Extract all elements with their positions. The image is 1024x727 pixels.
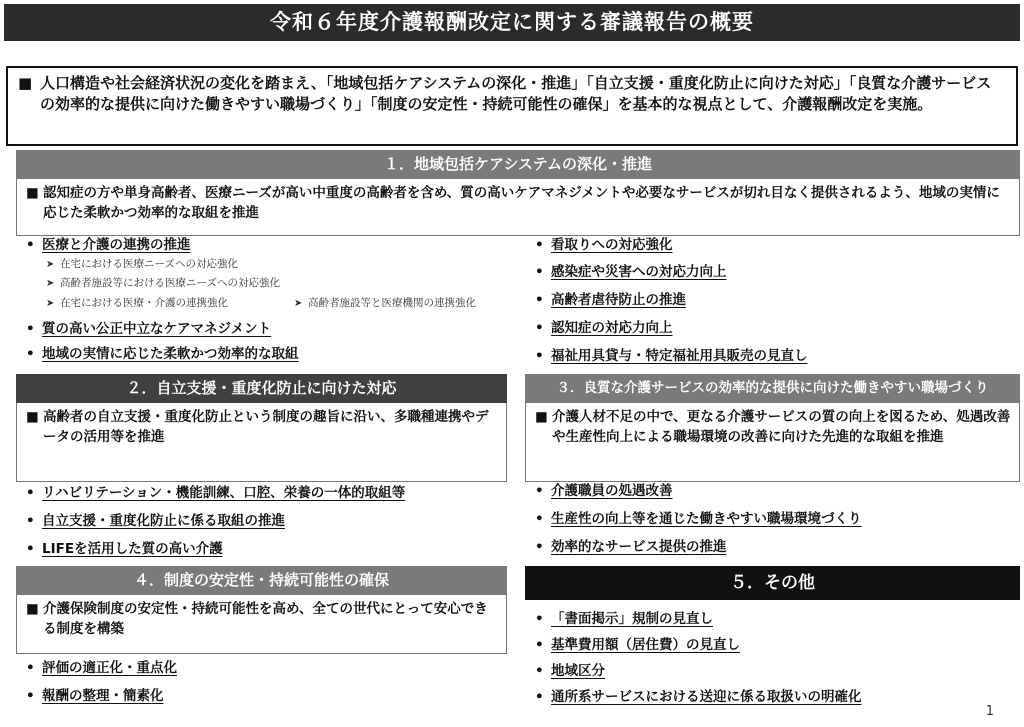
section-2 [16,374,507,482]
list-item: • 地域区分 [535,663,605,679]
bullet-dot-icon: • [26,237,35,253]
sub-item: ➤ 高齢者施設等における医療ニーズへの対応強化 [46,277,280,289]
list-item: • 地域の実情に応じた柔軟かつ効率的な取組 [26,346,299,362]
list-item: • LIFEを活用した質の高い介護 [26,541,223,557]
page-title: 令和６年度介護報酬改定に関する審議報告の概要 [4,4,1020,41]
list-item: • 医療と介護の連携の推進 [26,237,191,253]
bullet-dot-icon: • [535,237,544,253]
square-bullet-icon: ■ [18,74,33,92]
bullet-dot-icon: • [26,660,35,676]
bullet-dot-icon: • [535,348,544,364]
page-number: 1 [985,704,994,719]
bullet-dot-icon: • [26,346,35,362]
bullet-dot-icon: • [535,611,544,627]
arrow-icon: ➤ [294,298,303,309]
section-4-summary [16,595,507,654]
section-3-summary [525,403,1020,482]
section-5 [525,566,1020,600]
bullet-dot-icon: • [535,539,544,555]
section-1 [16,150,1020,236]
sub-item: ➤ 在宅における医療ニーズへの対応強化 [46,258,238,270]
list-item: • 「書面掲示」規制の見直し [535,611,713,627]
arrow-icon: ➤ [46,278,55,289]
section-2-summary [16,403,507,482]
section-3 [525,374,1020,482]
section-3-summary-text: 介護人材不足の中で、更なる介護サービスの質の向上を図るため、処遇改善や生産性向上による職場環境の改善に向けた先進的な取組を推進 [552,409,1011,445]
bullet-dot-icon: • [26,485,35,501]
list-item: • リハビリテーション・機能訓練、口腔、栄養の一体的取組等 [26,485,406,501]
section-1-summary [16,179,1020,236]
section-4-summary-text: 介護保険制度の安定性・持続可能性を高め、全ての世代にとって安心できる制度を構築 [43,601,488,637]
bullet-dot-icon: • [535,320,544,336]
intro-box [6,66,1018,146]
list-item: • 介護職員の処遇改善 [535,483,673,499]
list-item: • 通所系サービスにおける送迎に係る取扱いの明確化 [535,689,862,705]
bullet-dot-icon: • [26,541,35,557]
bullet-dot-icon: • [535,483,544,499]
list-item: • 自立支援・重度化防止に係る取組の推進 [26,513,285,529]
bullet-dot-icon: • [535,264,544,280]
square-bullet-icon: ■ [535,409,548,425]
arrow-icon: ➤ [46,259,55,270]
list-item: • 福祉用具貸与・特定福祉用具販売の見直し [535,348,808,364]
list-item: • 認知症の対応力向上 [535,320,673,336]
sub-item: ➤ 在宅における医療・介護の連携強化 [46,297,228,309]
bullet-dot-icon: • [535,511,544,527]
list-item: • 感染症や災害への対応力向上 [535,264,727,280]
intro-text: 人口構造や社会経済状況の変化を踏まえ、「地域包括ケアシステムの深化・推進」「自立支援・重度化防止に向けた対応」「良質な介護サービスの効率的な提供に向けた働きやすい職場づくり」「制度の安定性・持続可能性の確保」を基本的な視点として、介護報酬改定を実施。 [40,74,992,113]
bullet-dot-icon: • [26,321,35,337]
bullet-dot-icon: • [26,688,35,704]
section-1-summary-text: 認知症の方や単身高齢者、医療ニーズが高い中重度の高齢者を含め、質の高いケアマネジメントや必要なサービスが切れ目なく提供されるよう、地域の実情に応じた柔軟かつ効率的な取組を推進 [43,185,1000,221]
section-3-heading: ３．良質な介護サービスの効率的な提供に向けた働きやすい職場づくり [525,374,1020,403]
bullet-dot-icon: • [535,637,544,653]
list-item: • 評価の適正化・重点化 [26,660,177,676]
list-item: • 報酬の整理・簡素化 [26,688,164,704]
list-item: • 効率的なサービス提供の推進 [535,539,727,555]
arrow-icon: ➤ [46,298,55,309]
section-5-heading: ５．その他 [525,566,1020,600]
sub-item: ➤ 高齢者施設等と医療機関の連携強化 [294,297,476,309]
section-2-summary-text: 高齢者の自立支援・重度化防止という制度の趣旨に沿い、多職種連携やデータの活用等を推進 [43,409,489,445]
square-bullet-icon: ■ [26,409,39,425]
bullet-dot-icon: • [535,292,544,308]
square-bullet-icon: ■ [26,601,39,617]
bullet-dot-icon: • [535,663,544,679]
square-bullet-icon: ■ [26,185,39,201]
section-4 [16,566,507,654]
bullet-dot-icon: • [26,513,35,529]
list-item: • 看取りへの対応強化 [535,237,673,253]
list-item: • 質の高い公正中立なケアマネジメント [26,321,272,337]
list-item: • 高齢者虐待防止の推進 [535,292,686,308]
list-item: • 生産性の向上等を通じた働きやすい職場環境づくり [535,511,862,527]
section-1-heading: １．地域包括ケアシステムの深化・推進 [16,150,1020,179]
list-item: • 基準費用額（居住費）の見直し [535,637,740,653]
section-4-heading: ４．制度の安定性・持続可能性の確保 [16,566,507,595]
bullet-dot-icon: • [535,689,544,705]
section-2-heading: ２．自立支援・重度化防止に向けた対応 [16,374,507,403]
